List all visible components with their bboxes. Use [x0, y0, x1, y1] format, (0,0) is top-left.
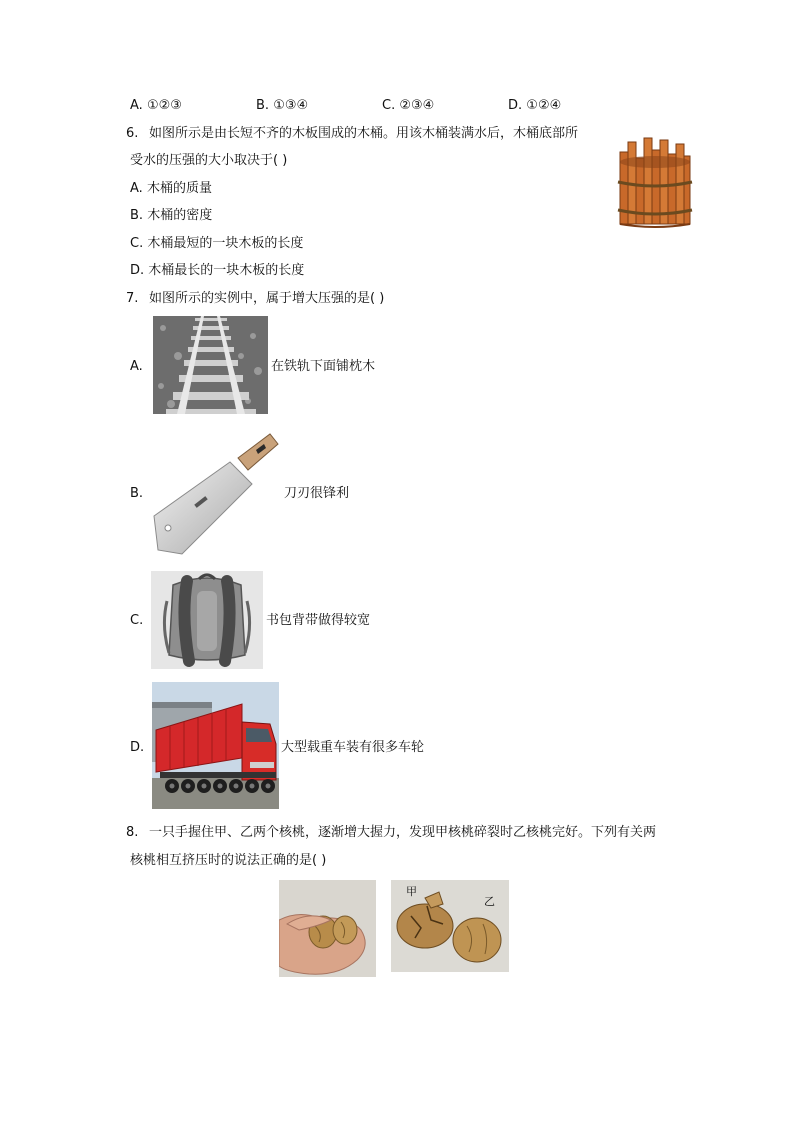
q5-option-b[interactable]: B. ①③④ [256, 98, 309, 113]
q7-option-a-text: 在铁轨下面铺枕木 [271, 359, 376, 374]
q7-option-d-text: 大型载重车装有很多车轮 [281, 740, 425, 755]
q6-option-a[interactable]: A. 木桶的质量 [130, 181, 212, 196]
heavy-truck-image [152, 682, 279, 809]
railway-track-image [153, 316, 268, 414]
q8-number: 8. [126, 825, 139, 840]
q6-number: 6. [126, 126, 139, 141]
hand-walnuts-image [279, 880, 376, 977]
q7-number: 7. [126, 291, 139, 306]
q7-option-d-letter: D. [130, 740, 145, 755]
wooden-bucket-image [612, 132, 694, 232]
walnuts-comparison-image [391, 880, 509, 972]
q8-stem-line2: 核桃相互挤压时的说法正确的是( ) [130, 853, 327, 868]
walnut-jia-label: 甲 [406, 885, 417, 898]
q6-stem-line1: 如图所示是由长短不齐的木板围成的木桶。用该木桶装满水后，木桶底部所 [149, 126, 579, 141]
q5-option-d[interactable]: D. ①②④ [508, 98, 562, 113]
q7-option-c-text: 书包背带做得较宽 [266, 613, 371, 628]
backpack-image [151, 571, 263, 669]
walnut-yi-label: 乙 [484, 895, 495, 908]
q6-stem-line2: 受水的压强的大小取决于( ) [130, 153, 288, 168]
q7-option-c-letter: C. [130, 613, 144, 628]
q5-option-a[interactable]: A. ①②③ [130, 98, 182, 113]
q6-option-c[interactable]: C. 木桶最短的一块木板的长度 [130, 236, 304, 251]
q7-stem: 如图所示的实例中，属于增大压强的是( ) [149, 291, 385, 306]
cleaver-knife-image [152, 432, 282, 556]
q5-option-c[interactable]: C. ②③④ [382, 98, 435, 113]
q6-option-b[interactable]: B. 木桶的密度 [130, 208, 213, 223]
q7-option-a-letter: A. [130, 359, 143, 374]
q6-option-d[interactable]: D. 木桶最长的一块木板的长度 [130, 263, 305, 278]
q7-option-b-letter: B. [130, 486, 144, 501]
q7-option-b-text: 刀刃很锋利 [284, 486, 350, 501]
q8-stem-line1: 一只手握住甲、乙两个核桃，逐渐增大握力，发现甲核桃碎裂时乙核桃完好。下列有关两 [149, 825, 657, 840]
